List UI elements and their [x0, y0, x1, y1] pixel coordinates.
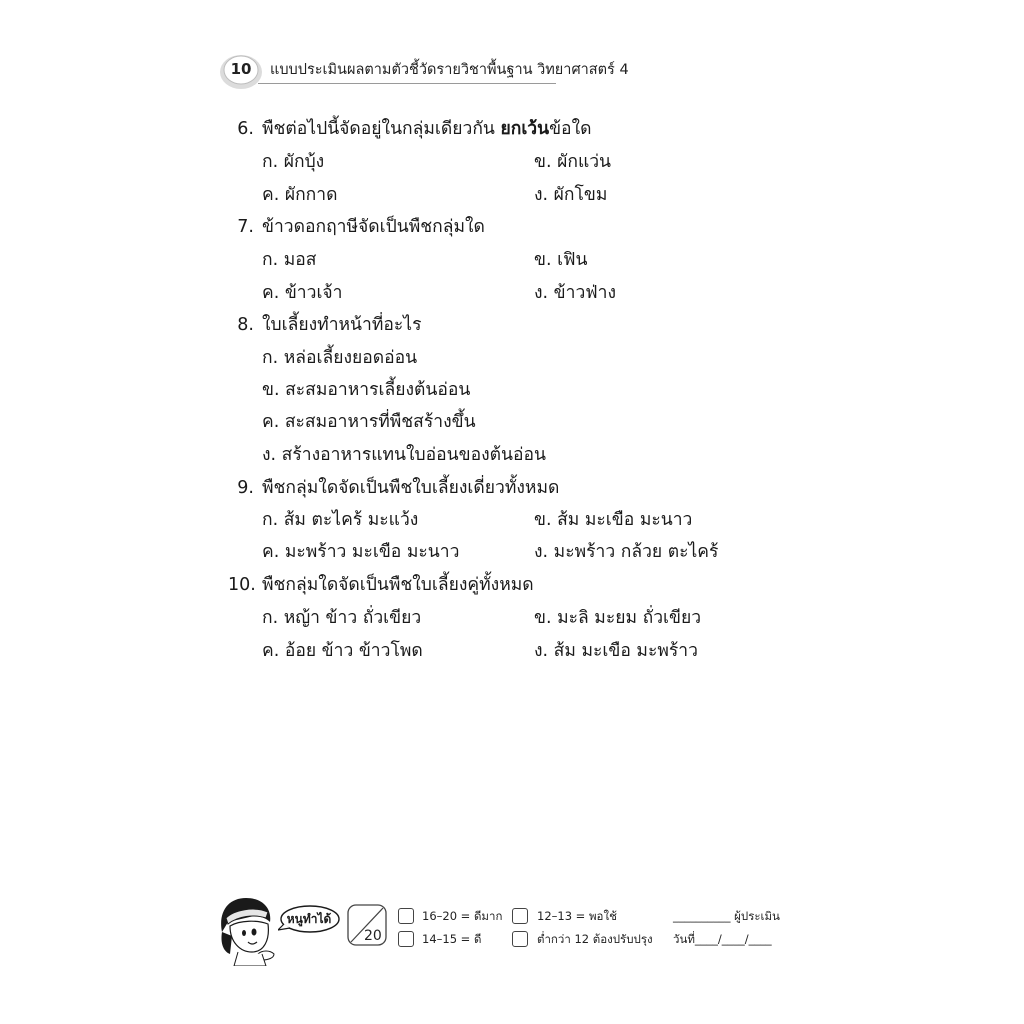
option-a[interactable]: ก. หล่อเลี้ยงยอดอ่อน [262, 348, 418, 368]
legend-improve: ต่ำกว่า 12 ต้องปรับปรุง [537, 932, 653, 946]
girl-mascot-icon [214, 892, 280, 970]
question-text: ใบเลี้ยงทำหน้าที่อะไร [262, 315, 422, 335]
option-a[interactable]: ก. มอส [262, 250, 317, 270]
question-number: 9. [237, 478, 254, 498]
checkbox-good[interactable] [398, 931, 414, 947]
question-text: ข้าวดอกฤาษีจัดเป็นพืชกลุ่มใด [262, 217, 485, 237]
speech-text: หนูทำได้ [286, 912, 332, 926]
option-b[interactable]: ข. มะลิ มะยม ถั่วเขียว [534, 608, 702, 628]
option-b[interactable]: ข. ผักแว่น [534, 152, 612, 172]
legend-good: 14–15 = ดี [422, 932, 482, 946]
legend-fair: 12–13 = พอใช้ [537, 909, 617, 923]
checkbox-fair[interactable] [512, 908, 528, 924]
option-b[interactable]: ข. เฟิน [534, 250, 588, 270]
checkbox-excellent[interactable] [398, 908, 414, 924]
question-number: 7. [237, 217, 254, 237]
option-b[interactable]: ข. สะสมอาหารเลี้ยงต้นอ่อน [262, 380, 471, 400]
option-d[interactable]: ง. ข้าวฟ่าง [534, 283, 617, 303]
option-b[interactable]: ข. ส้ม มะเขือ มะนาว [534, 510, 693, 530]
question-number: 10. [228, 575, 256, 595]
header-rule [258, 83, 556, 84]
page-number: 10 [230, 60, 252, 78]
legend-excellent: 16–20 = ดีมาก [422, 909, 503, 923]
question-text: พืชต่อไปนี้จัดอยู่ในกลุ่มเดียวกัน ยกเว้นข้อใด [262, 119, 592, 139]
option-a[interactable]: ก. หญ้า ข้าว ถั่วเขียว [262, 608, 422, 628]
checkbox-improve[interactable] [512, 931, 528, 947]
question-text: พืชกลุ่มใดจัดเป็นพืชใบเลี้ยงเดี่ยวทั้งหมด [262, 478, 560, 498]
option-d[interactable]: ง. ผักโขม [534, 185, 608, 205]
question-number: 8. [237, 315, 254, 335]
option-c[interactable]: ค. ข้าวเจ้า [262, 283, 343, 303]
option-a[interactable]: ก. ส้ม ตะไคร้ มะแว้ง [262, 510, 419, 530]
option-a[interactable]: ก. ผักบุ้ง [262, 152, 325, 172]
option-c[interactable]: ค. มะพร้าว มะเขือ มะนาว [262, 542, 460, 562]
score-total: 20 [364, 928, 382, 944]
option-c[interactable]: ค. สะสมอาหารที่พืชสร้างขึ้น [262, 412, 476, 432]
date-line[interactable]: วันที่____/____/____ [673, 932, 772, 946]
option-c[interactable]: ค. ผักกาด [262, 185, 338, 205]
question-number: 6. [237, 119, 254, 139]
header-title: แบบประเมินผลตามตัวชี้วัดรายวิชาพื้นฐาน วิทยาศาสตร์ 4 [270, 62, 629, 78]
question-text: พืชกลุ่มใดจัดเป็นพืชใบเลี้ยงคู่ทั้งหมด [262, 575, 534, 595]
option-c[interactable]: ค. อ้อย ข้าว ข้าวโพด [262, 641, 423, 661]
option-d[interactable]: ง. ส้ม มะเขือ มะพร้าว [534, 641, 698, 661]
assessor-line[interactable]: __________ ผู้ประเมิน [673, 909, 780, 923]
option-d[interactable]: ง. สร้างอาหารแทนใบอ่อนของต้นอ่อน [262, 445, 546, 465]
option-d[interactable]: ง. มะพร้าว กล้วย ตะไคร้ [534, 542, 719, 562]
